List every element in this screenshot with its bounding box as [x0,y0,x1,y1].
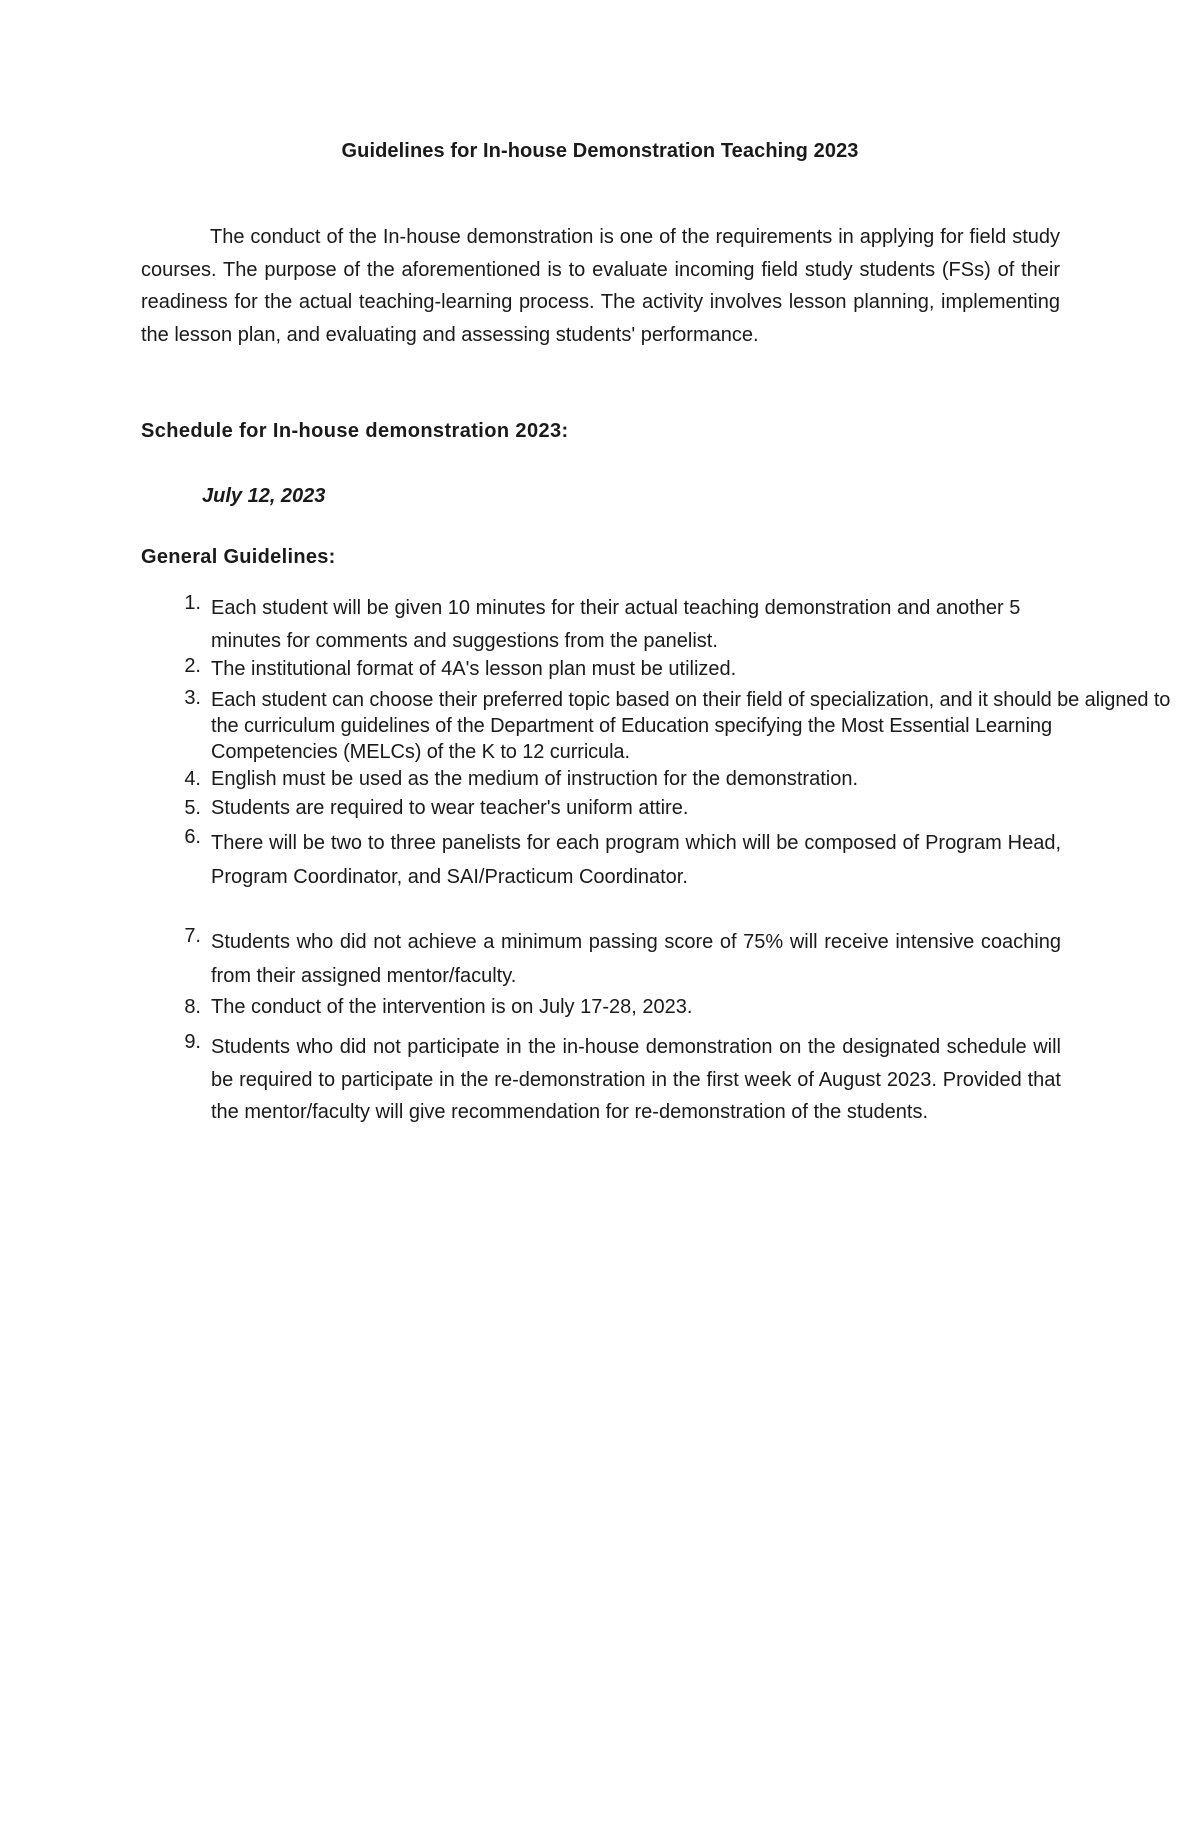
guideline-text: Each student will be given 10 minutes for their actual teaching demonstration and another 5 minutes for comments and suggestions from the panelist. [211,597,1021,652]
guideline-number: 9. [184,1031,201,1053]
guideline-text: Students are required to wear teacher's uniform attire. [211,797,689,819]
guideline-text: The institutional format of 4A's lesson plan must be utilized. [211,658,737,680]
guideline-number: 8. [184,996,201,1018]
guideline-number: 1. [184,592,201,614]
schedule-date: July 12, 2023 [202,485,326,507]
intro-paragraph: The conduct of the In-house demonstration is one of the requirements in applying for field study courses. The purpose of the aforementioned is to evaluate incoming field study students (FSs) of their readiness for the actual teaching-learning process. The activity involves lesson planning, implementing the lesson plan, and evaluating and assessing students' performance. [141,226,1060,346]
guideline-number: 6. [184,826,201,848]
guideline-number: 5. [184,797,201,819]
guideline-number: 4. [184,768,201,790]
guideline-text: Students who did not participate in the in-house demonstration on the designated schedule will be required to participate in the re-demonstration in the first week of August 2023. Provided that the mentor/faculty will give recommendation for re-demonstration of the students. [211,1036,1061,1123]
guideline-text: Each student can choose their preferred topic based on their field of specialization, and it should be aligned to the curriculum guidelines of the Department of Education specifying the Most Essential Learning Competencies (MELCs) of the K to 12 curricula. [211,689,1171,763]
guideline-text: English must be used as the medium of instruction for the demonstration. [211,768,859,790]
guideline-text: The conduct of the intervention is on July 17-28, 2023. [211,996,693,1018]
document-title: Guidelines for In-house Demonstration Teaching 2023 [341,140,859,162]
guideline-number: 7. [184,925,201,947]
guideline-text: Students who did not achieve a minimum passing score of 75% will receive intensive coaching from their assigned mentor/faculty. [211,931,1061,987]
guideline-number: 2. [184,655,201,677]
guideline-number: 3. [184,687,201,709]
general-guidelines-heading: General Guidelines: [141,546,336,568]
guideline-text: There will be two to three panelists for each program which will be composed of Program Head, Program Coordinator, and SAI/Practicum Coordinator. [211,832,1061,888]
schedule-heading: Schedule for In-house demonstration 2023: [141,420,569,442]
